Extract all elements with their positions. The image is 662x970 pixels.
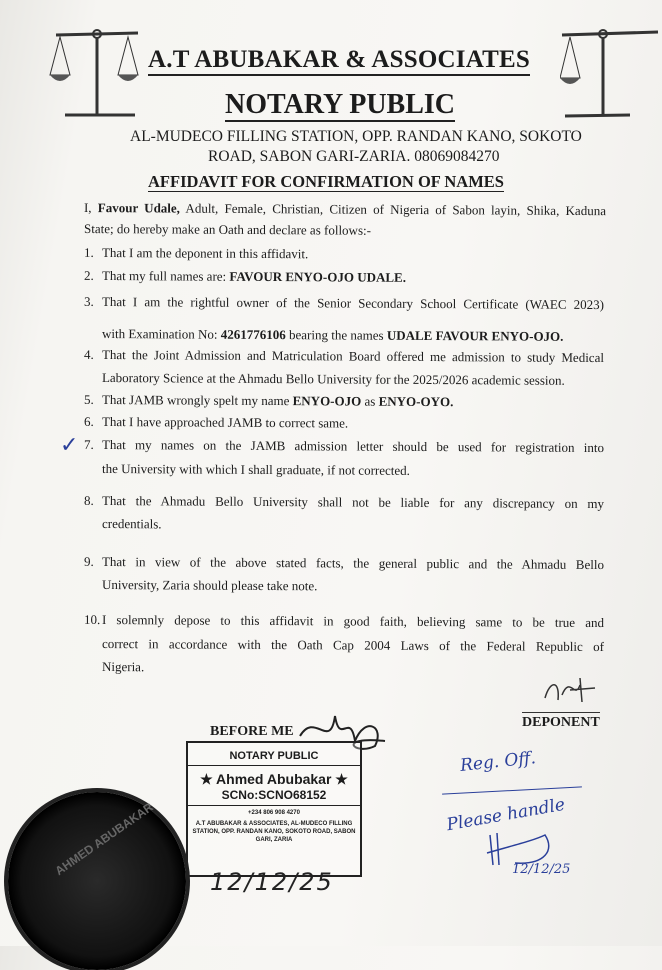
stamp-date: 12/12/25	[210, 868, 334, 896]
text-segment: correct in accordance with the Oath Cap 2004 Laws of the Federal Republic of	[101, 636, 605, 655]
handwritten-note-please-handle: Please handle	[445, 794, 567, 836]
affidavit-line	[84, 221, 606, 240]
text-segment: University, Zaria should please take note.	[101, 577, 318, 594]
stamp-phone: +234 806 908 4270	[248, 810, 300, 816]
affidavit-line	[83, 346, 605, 366]
text-segment: That I am the deponent in this affidavit.	[101, 245, 309, 262]
affidavit-line	[83, 553, 605, 573]
affidavit-line	[83, 244, 604, 264]
item-number: 7.	[83, 436, 94, 452]
text-segment: the University with which I shall graduate, if not corrected.	[101, 461, 410, 478]
stamp-title: NOTARY PUBLIC	[188, 743, 360, 766]
text-segment: as	[361, 393, 379, 409]
notary-stamp	[186, 741, 362, 877]
item-number: 8.	[83, 492, 94, 508]
affidavit-line	[102, 577, 604, 596]
affidavit-line	[102, 326, 604, 345]
item-number: 9.	[83, 553, 94, 569]
bold-text: ENYO-OJO	[292, 393, 362, 409]
checkmark-icon: ✓	[60, 432, 79, 457]
bold-text: ENYO-OYO.	[378, 393, 454, 410]
affidavit-line	[102, 659, 604, 678]
bold-text: 4261776106	[220, 326, 286, 343]
text-segment: That in view of the above stated facts, the general public and the Ahmadu Bello	[101, 554, 605, 573]
item-number: 3.	[83, 293, 94, 309]
text-segment: That I am the rightful owner of the Senior Secondary School Certificate (WAEC 2023)	[101, 294, 605, 313]
scales-of-justice-logo-right	[560, 20, 660, 120]
firm-name: A.T ABUBAKAR & ASSOCIATES	[148, 46, 530, 76]
seal-text: AHMED ABUBAKAR	[52, 799, 156, 879]
affidavit-line	[102, 370, 604, 389]
deponent-signature	[540, 670, 600, 708]
text-segment: credentials.	[101, 516, 162, 532]
notary-seal	[8, 792, 186, 970]
text-segment: That JAMB wrongly spelt my name	[101, 392, 293, 409]
affidavit-heading: AFFIDAVIT FOR CONFIRMATION OF NAMES	[148, 172, 504, 191]
item-number: 2.	[83, 267, 94, 283]
affidavit-line	[83, 267, 604, 287]
item-number: 5.	[83, 391, 94, 407]
text-segment: That the Ahmadu Bello University shall not be liable for any discrepancy on my	[101, 493, 605, 512]
bold-text: FAVOUR ENYO-OJO UDALE.	[229, 268, 407, 285]
affidavit-line	[83, 436, 605, 456]
item-number: 6.	[83, 413, 94, 429]
item-number: 1.	[83, 244, 94, 260]
affidavit-line	[102, 636, 604, 655]
handwritten-date: 12/12/25	[512, 862, 571, 877]
before-me-label: BEFORE ME	[210, 724, 294, 739]
address-line-2: ROAD, SABON GARI-ZARIA. 08069084270	[208, 148, 500, 165]
scales-of-justice-logo-left	[40, 20, 140, 120]
text-segment: That my full names are:	[101, 268, 230, 284]
affidavit-line	[83, 293, 605, 313]
document-title: NOTARY PUBLIC	[225, 89, 456, 120]
affidavit-line	[102, 461, 604, 480]
bold-text: UDALE FAVOUR ENYO-OJO.	[386, 327, 564, 344]
affidavit-line	[83, 391, 604, 411]
text-segment: That my names on the JAMB admission letter should be used for registration into	[101, 437, 605, 456]
text-segment: Adult, Female, Christian, Citizen of Nigeria of Sabon layin, Shika, Kaduna	[179, 200, 607, 219]
handwritten-note-reg-off: Reg. Off.	[459, 748, 537, 776]
item-number: 4.	[83, 346, 94, 362]
text-segment: State; do hereby make an Oath and declare as follows:-	[83, 221, 372, 238]
text-segment: Laboratory Science at the Ahmadu Bello University for the 2025/2026 academic session.	[101, 370, 565, 388]
handwritten-divider	[442, 786, 582, 794]
text-segment: I solemnly depose to this affidavit in good faith, believing same to be true and	[101, 612, 605, 631]
text-segment: bearing the names	[285, 327, 387, 343]
affidavit-line	[83, 611, 605, 631]
text-segment: with Examination No:	[101, 326, 221, 342]
stamp-scno: SCNo:SCNO68152	[188, 788, 360, 806]
affidavit-line	[83, 492, 605, 512]
text-segment: Nigeria.	[101, 659, 145, 675]
text-segment: That the Joint Admission and Matriculation Board offered me admission to study Medical	[101, 347, 605, 366]
item-number: 10.	[83, 611, 101, 627]
address-line-1: AL-MUDECO FILLING STATION, OPP. RANDAN KANO, SOKOTO	[130, 128, 582, 145]
affidavit-line	[102, 516, 604, 535]
stamp-address: A.T ABUBAKAR & ASSOCIATES, AL-MUDECO FILLING STATION, OPP. RANDAN KANO, SOKOTO ROAD, SABON GARI, ZARIA	[192, 821, 356, 843]
affidavit-line	[83, 413, 604, 433]
stamp-name: ★ Ahmed Abubakar ★	[200, 771, 348, 787]
deponent-label: DEPONENT	[522, 712, 600, 731]
affidavit-line	[84, 200, 606, 219]
text-segment: That I have approached JAMB to correct same.	[101, 414, 349, 431]
text-segment: I,	[83, 200, 98, 216]
bold-text: Favour Udale,	[97, 200, 181, 216]
